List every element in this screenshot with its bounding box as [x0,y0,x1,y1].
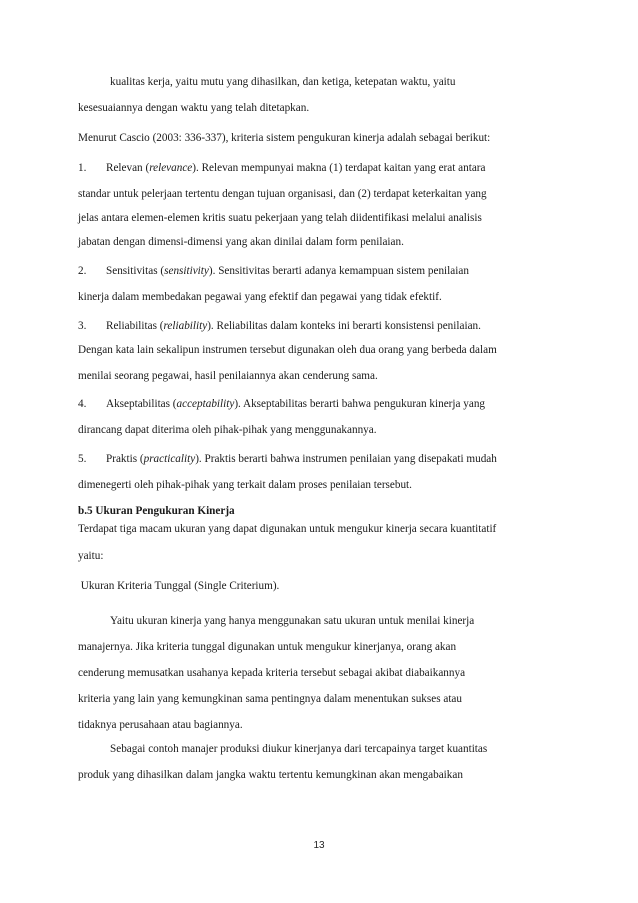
subheading: Ukuran Kriteria Tunggal (Single Criterium). [78,580,280,592]
criterion-term: practicality [143,453,196,465]
intro-line-1: kualitas kerja, yaitu mutu yang dihasilkan, dan ketiga, ketepatan waktu, yaitu [110,76,456,88]
paragraph-1-line-2: manajernya. Jika kriteria tunggal digunakan untuk mengukur kinerjanya, orang akan [78,641,457,653]
paragraph-1-line-5: tidaknya perusahaan atau bagiannya. [78,719,243,731]
criterion-2-line-2: kinerja dalam membedakan pegawai yang efektif dan pegawai yang tidak efektif. [78,291,442,303]
criterion-3: 3. Reliabilitas (reliability). Reliabilitas dalam konteks ini berarti konsistensi penilaian. Dengan kata lain sekalipun instrumen tersebut digunakan oleh dua orang yang berbeda dalam menilai seorang pegawai, hasil penilaiannya akan cenderung sama. [78,314,562,388]
criterion-number: 4. [78,398,87,410]
criterion-1-line-4: jabatan dengan dimensi-dimensi yang akan dinilai dalam form penilaian. [78,236,404,248]
criterion-number: 3. [78,320,87,332]
criterion-term: acceptability [176,398,235,410]
criterion-3-line-3: menilai seorang pegawai, hasil penilaiannya akan cenderung sama. [78,370,378,382]
criterion-2: 2. Sensitivitas (sensitivity). Sensitivitas berarti adanya kemampuan sistem penilaian kinerja dalam membedakan pegawai yang efektif dan pegawai yang tidak efektif. [78,259,562,309]
criterion-term: reliability [163,320,208,332]
paragraph-1-line-1: Yaitu ukuran kinerja yang hanya menggunakan satu ukuran untuk menilai kinerja [110,615,475,627]
criterion-term: sensitivity [164,265,209,277]
paragraph-2-line-1: Sebagai contoh manajer produksi diukur kinerjanya dari tercapainya target kuantitas [110,743,488,755]
cascio-paragraph [78,126,562,150]
section-line-1: Terdapat tiga macam ukuran yang dapat digunakan untuk mengukur kinerja secara kuantitatif [78,523,497,535]
criterion-3-line-2: Dengan kata lain sekalipun instrumen tersebut digunakan oleh dua orang yang berbeda dalam [78,344,497,356]
criterion-1-line-2: standar untuk pelerjaan tertentu dengan tujuan organisasi, dan (2) terdapat keterkaitan yang [78,188,487,200]
criterion-term: relevance [149,162,193,174]
intro-line-2: kesesuaiannya dengan waktu yang telah ditetapkan. [78,102,310,114]
paragraph-2-line-2: produk yang dihasilkan dalam jangka waktu tertentu kemungkinan akan mengabaikan [78,769,463,781]
criterion-4: 4. Akseptabilitas (acceptability). Akseptabilitas berarti bahwa pengukuran kinerja yang dirancang dapat diterima oleh pihak-pihak yang menggunakannya. [78,392,562,442]
intro-paragraph [78,70,562,120]
criterion-5: 5. Praktis (practicality). Praktis berarti bahwa instrumen penilaian yang disepakati mudah dimenegerti oleh pihak-pihak yang terkait dalam proses penilaian tersebut. [78,447,562,497]
cascio-line: Menurut Cascio (2003: 336-337), kriteria sistem pengukuran kinerja adalah sebagai berikut: [78,132,491,144]
paragraph-1-line-4: kriteria yang lain yang kemungkinan sama pentingnya dalam menentukan sukses atau [78,693,462,705]
criterion-number: 2. [78,265,87,277]
paragraph-1-line-3: cenderung memusatkan usahanya kepada kriteria tersebut sebagai akibat diabaikannya [78,667,466,679]
section-heading: b.5 Ukuran Pengukuran Kinerja [78,505,235,517]
page-number: 13 [313,840,325,851]
section-line-2: yaitu: [78,550,104,562]
criterion-number: 1. [78,162,87,174]
criterion-5-line-2: dimenegerti oleh pihak-pihak yang terkait dalam proses penilaian tersebut. [78,479,412,491]
section-b5 [78,502,562,568]
paragraph-2 [78,737,562,787]
criterion-4-line-2: dirancang dapat diterima oleh pihak-pihak yang menggunakannya. [78,424,377,436]
paragraph-1 [78,609,562,737]
subheading-paragraph [78,574,562,598]
criterion-1-line-3: jelas antara elemen-elemen kritis suatu pekerjaan yang telah diidentifikasi melalui analisis [78,212,482,224]
criterion-1: 1. Relevan (relevance). Relevan mempunyai makna (1) terdapat kaitan yang erat antara standar untuk pelerjaan tertentu dengan tujuan organisasi, dan (2) terdapat keterkaitan yang jelas antara elemen-elemen kritis suatu pekerjaan yang telah diidentifikasi melalui analisis jabatan dengan dimensi-dimensi yang akan dinilai dalam form penilaian. [78,156,562,254]
criterion-number: 5. [78,453,87,465]
